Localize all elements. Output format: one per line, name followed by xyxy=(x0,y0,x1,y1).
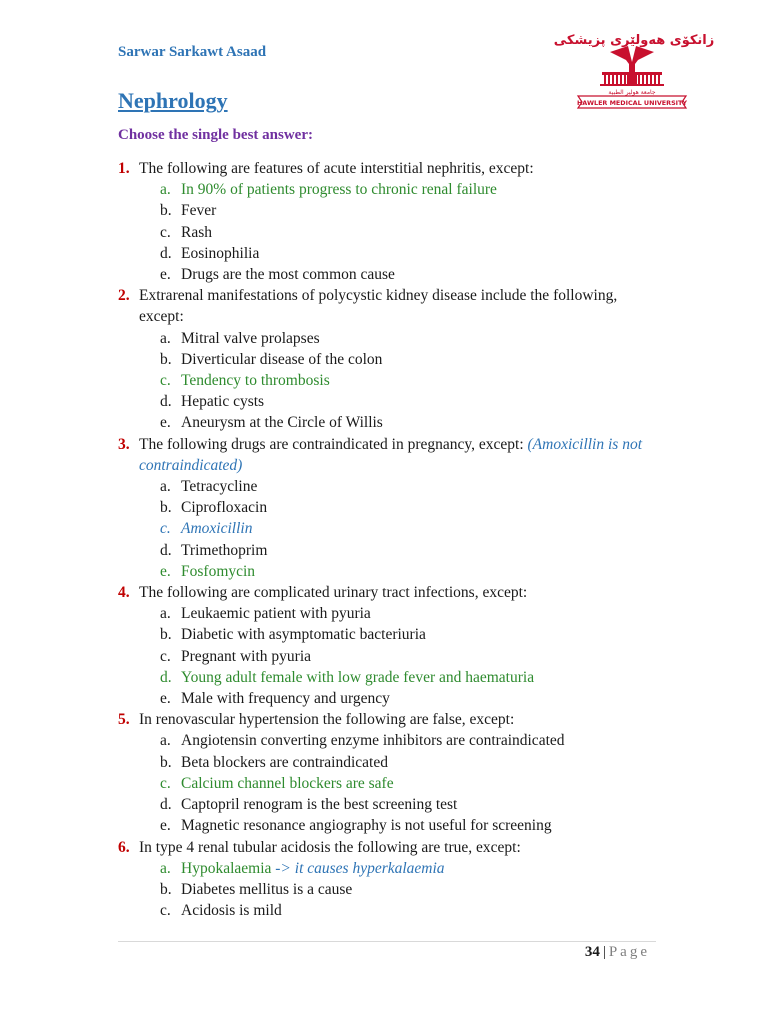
option-note: -> it causes hyperkalaemia xyxy=(275,859,445,877)
answer-option xyxy=(118,688,658,709)
answer-option xyxy=(118,497,658,518)
logo-emblem-icon xyxy=(600,46,664,86)
answer-option xyxy=(118,476,658,497)
option-letter: e. xyxy=(160,562,171,580)
page-footer xyxy=(585,944,650,961)
option-letter: d. xyxy=(160,244,172,262)
question-text: The following are features of acute interstitial nephritis, except: xyxy=(139,160,534,177)
option-letter: c. xyxy=(160,520,171,538)
option-text: Male with frequency and urgency xyxy=(181,690,390,708)
footer-divider xyxy=(118,941,656,942)
answer-option xyxy=(118,349,658,370)
option-letter: c. xyxy=(160,223,171,241)
option-letter: e. xyxy=(160,266,171,284)
question-5 xyxy=(118,709,658,730)
option-letter: a. xyxy=(160,732,171,750)
question-text: The following drugs are contraindicated in pregnancy, except: xyxy=(139,435,524,453)
answer-option xyxy=(118,328,658,349)
option-letter: c. xyxy=(160,372,171,390)
question-number: 6. xyxy=(118,838,130,856)
option-letter: e. xyxy=(160,690,171,708)
question-number: 4. xyxy=(118,584,130,602)
question-number: 5. xyxy=(118,711,130,729)
university-logo xyxy=(553,22,715,110)
question-2 xyxy=(118,285,658,327)
answer-option xyxy=(118,667,658,688)
option-letter: b. xyxy=(160,753,172,771)
answer-option xyxy=(118,222,658,243)
question-text: In renovascular hypertension the following are false, except: xyxy=(139,711,515,729)
page-title: Nephrology xyxy=(118,88,228,113)
option-text: Hypokalaemia xyxy=(181,859,272,877)
option-letter: d. xyxy=(160,796,172,814)
option-letter: d. xyxy=(160,541,172,559)
option-text: Captopril renogram is the best screening test xyxy=(181,796,458,814)
question-note: (Amoxicillin is not contraindicated) xyxy=(139,435,643,474)
answer-option xyxy=(118,603,658,624)
option-letter: e. xyxy=(160,817,171,835)
option-text: Drugs are the most common cause xyxy=(181,266,395,284)
logo-subtext: جامعة هولير الطبية xyxy=(608,89,656,96)
option-text: Diverticular disease of the colon xyxy=(181,350,383,368)
option-text: Trimethoprim xyxy=(181,541,268,559)
answer-option xyxy=(118,752,658,773)
author-name: Sarwar Sarkawt Asaad xyxy=(118,44,267,60)
option-text: Fever xyxy=(181,202,217,220)
option-letter: d. xyxy=(160,668,172,686)
option-letter: a. xyxy=(160,605,171,623)
question-1 xyxy=(118,158,658,179)
answer-option xyxy=(118,540,658,561)
option-text: Rash xyxy=(181,223,212,241)
option-letter: e. xyxy=(160,414,171,432)
answer-option xyxy=(118,370,658,391)
answer-option xyxy=(118,773,658,794)
option-text: Aneurysm at the Circle of Willis xyxy=(181,414,383,432)
question-4 xyxy=(118,582,658,603)
option-text: Pregnant with pyuria xyxy=(181,647,312,665)
option-text: Tetracycline xyxy=(181,478,258,496)
answer-option xyxy=(118,879,658,900)
answer-option xyxy=(118,646,658,667)
option-letter: c. xyxy=(160,647,171,665)
answer-option xyxy=(118,518,658,539)
instruction-text: Choose the single best answer: xyxy=(118,127,313,143)
question-number: 3. xyxy=(118,435,130,453)
option-text: Magnetic resonance angiography is not useful for screening xyxy=(181,817,552,835)
answer-option xyxy=(118,624,658,645)
answer-option xyxy=(118,900,658,921)
option-letter: b. xyxy=(160,626,172,644)
footer-separator: | xyxy=(602,944,606,960)
answer-option xyxy=(118,391,658,412)
answer-option xyxy=(118,264,658,285)
option-text: Angiotensin converting enzyme inhibitors are contraindicated xyxy=(181,732,565,750)
option-text: Mitral valve prolapses xyxy=(181,329,320,347)
answer-option xyxy=(118,815,658,836)
option-text: Diabetic with asymptomatic bacteriuria xyxy=(181,626,426,644)
answer-option xyxy=(118,200,658,221)
question-text: Extrarenal manifestations of polycystic kidney disease include the following, except: xyxy=(139,287,618,326)
option-letter: a. xyxy=(160,329,171,347)
question-3 xyxy=(118,434,658,476)
question-6 xyxy=(118,837,658,858)
option-letter: c. xyxy=(160,902,171,920)
question-number: 2. xyxy=(118,287,130,305)
answer-option xyxy=(118,858,658,879)
logo-banner-text: HAWLER MEDICAL UNIVERSITY xyxy=(576,99,688,107)
option-text: Amoxicillin xyxy=(181,520,253,538)
option-text: Ciprofloxacin xyxy=(181,499,268,517)
option-letter: b. xyxy=(160,499,172,517)
option-text: Beta blockers are contraindicated xyxy=(181,753,388,771)
option-letter: b. xyxy=(160,350,172,368)
question-text: The following are complicated urinary tract infections, except: xyxy=(139,584,528,602)
option-letter: d. xyxy=(160,393,172,411)
option-text: Acidosis is mild xyxy=(181,902,282,920)
answer-option xyxy=(118,730,658,751)
option-letter: a. xyxy=(160,859,171,877)
answer-option xyxy=(118,794,658,815)
option-text: In 90% of patients progress to chronic renal failure xyxy=(181,181,497,199)
logo-arabic-text: زانکۆی هەولێری پزیشکی xyxy=(553,33,715,48)
option-letter: a. xyxy=(160,478,171,496)
question-list xyxy=(118,158,658,921)
option-text: Hepatic cysts xyxy=(181,393,265,411)
answer-option xyxy=(118,179,658,200)
question-number: 1. xyxy=(118,160,130,177)
option-text: Tendency to thrombosis xyxy=(181,372,330,390)
option-text: Leukaemic patient with pyuria xyxy=(181,605,371,623)
option-letter: c. xyxy=(160,774,171,792)
option-text: Fosfomycin xyxy=(181,562,256,580)
question-text: In type 4 renal tubular acidosis the following are true, except: xyxy=(139,838,521,856)
answer-option xyxy=(118,412,658,433)
option-text: Young adult female with low grade fever and haematuria xyxy=(181,668,535,686)
option-letter: b. xyxy=(160,202,172,220)
option-letter: a. xyxy=(160,181,171,199)
answer-option xyxy=(118,243,658,264)
option-text: Calcium channel blockers are safe xyxy=(181,774,394,792)
option-text: Eosinophilia xyxy=(181,244,260,262)
page-label: Page xyxy=(608,944,650,960)
page-number: 34 xyxy=(584,944,600,960)
option-text: Diabetes mellitus is a cause xyxy=(181,880,353,898)
option-letter: b. xyxy=(160,880,172,898)
answer-option xyxy=(118,561,658,582)
